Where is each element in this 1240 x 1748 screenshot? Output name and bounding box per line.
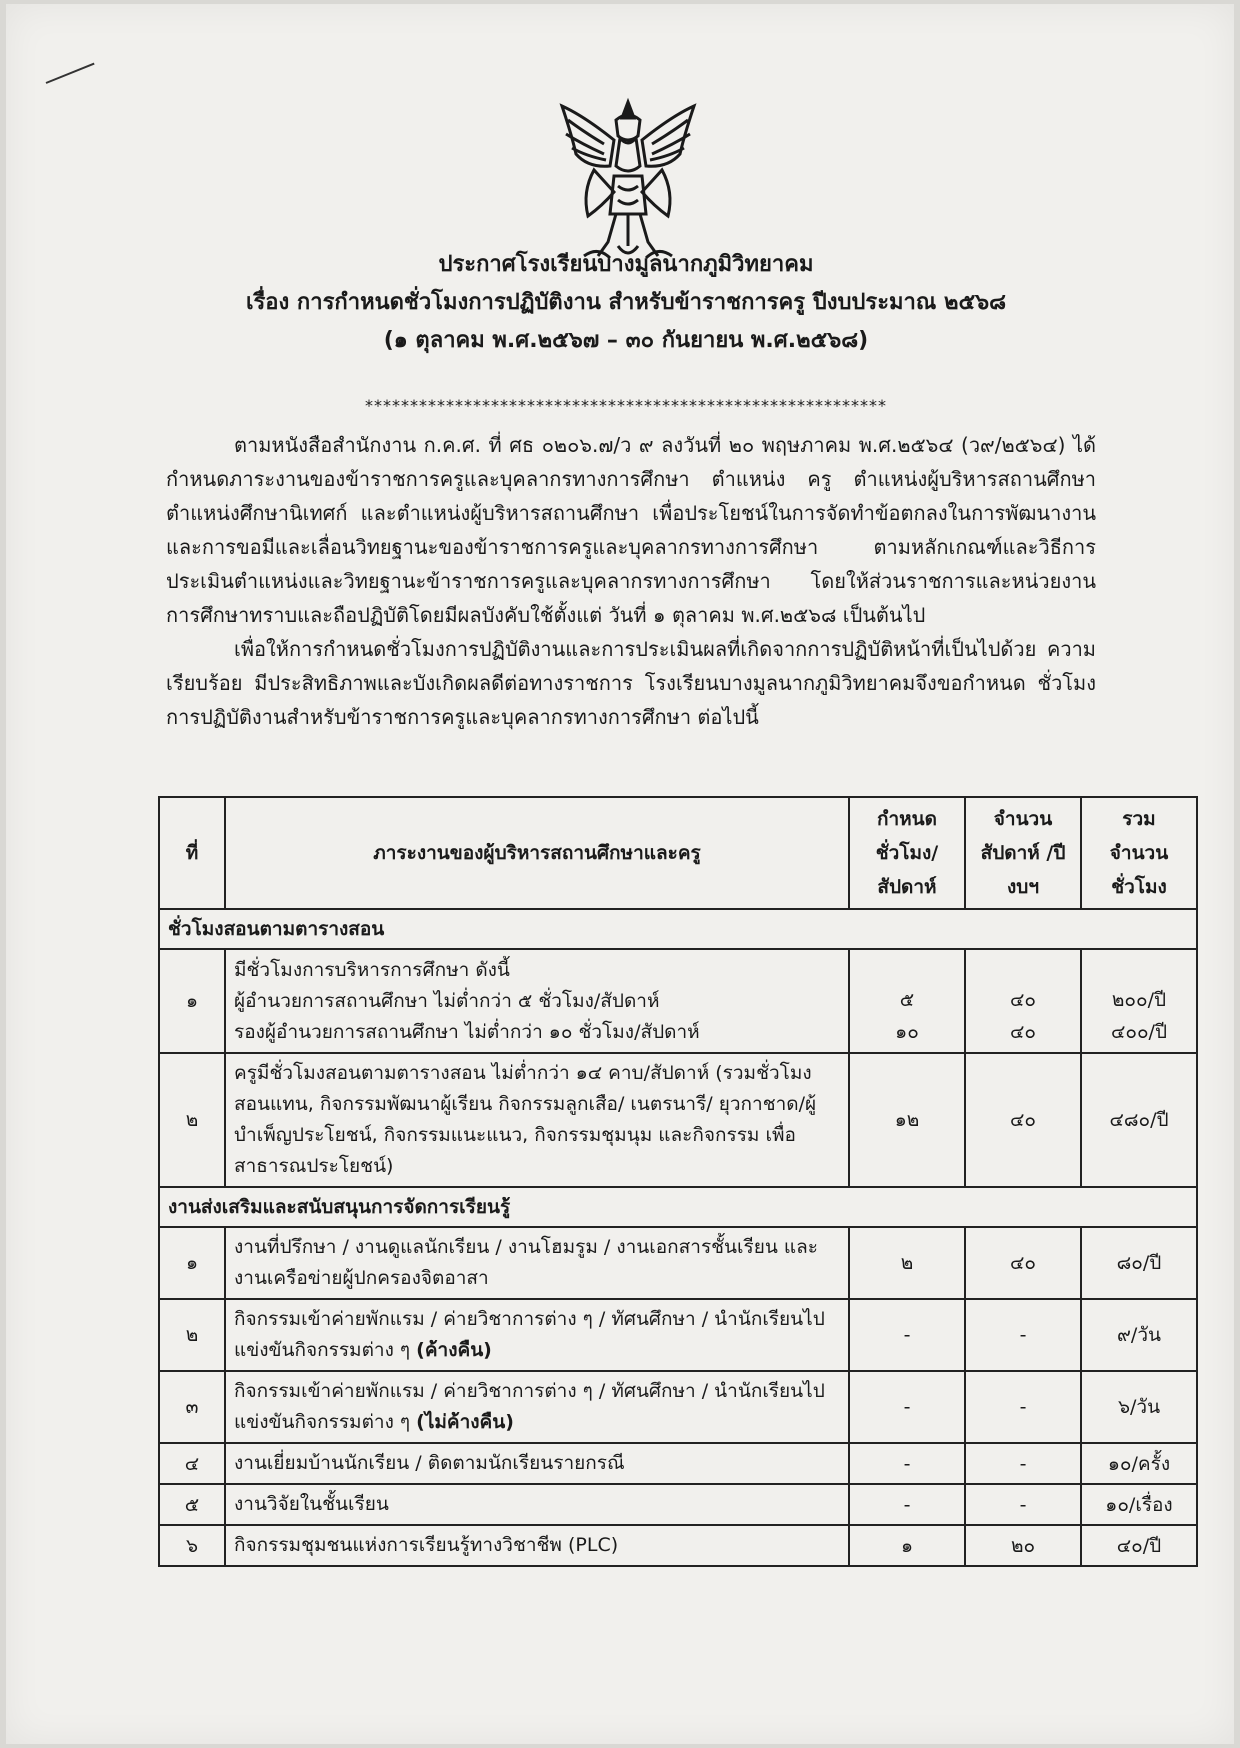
row-number: ๑ <box>159 949 225 1053</box>
row-hours: - <box>849 1484 965 1525</box>
row-weeks: - <box>965 1443 1081 1484</box>
table-row <box>159 1371 1197 1443</box>
hours-value: ๕ <box>899 989 915 1011</box>
row-weeks: - <box>965 1484 1081 1525</box>
row-hours: - <box>849 1299 965 1371</box>
row-number: ๓ <box>159 1371 225 1443</box>
row-total: ๘๐/ปี <box>1081 1227 1197 1299</box>
row-weeks: ๔๐ <box>965 1227 1081 1299</box>
row-weeks <box>965 949 1081 1053</box>
announcement-subject: เรื่อง การกำหนดชั่วโมงการปฏิบัติงาน สำหรับข้าราชการครู ปีงบประมาณ ๒๕๖๘ <box>245 290 1007 315</box>
col-weeks-header: จำนวน สัปดาห์ /ปีงบฯ <box>965 797 1081 909</box>
col-hours-header: กำหนด ชั่วโมง/ สัปดาห์ <box>849 797 965 909</box>
duty-note: (ค้างคืน) <box>416 1339 492 1361</box>
duty-line: รองผู้อำนวยการสถานศึกษา ไม่ต่ำกว่า ๑๐ ชั่วโมง/สัปดาห์ <box>234 1020 700 1043</box>
row-weeks: ๔๐ <box>965 1053 1081 1187</box>
duty-line: ผู้อำนวยการสถานศึกษา ไม่ต่ำกว่า ๕ ชั่วโมง/สัปดาห์ <box>234 989 660 1012</box>
row-total: ๙/วัน <box>1081 1299 1197 1371</box>
table-row <box>159 1227 1197 1299</box>
col-total-header: รวม จำนวน ชั่วโมง <box>1081 797 1197 909</box>
row-number: ๒ <box>159 1299 225 1371</box>
row-hours: - <box>849 1443 965 1484</box>
garuda-emblem-icon <box>554 96 702 268</box>
separator-line: ********************************************************** <box>365 396 887 415</box>
paragraph-reference: ตามหนังสือสำนักงาน ก.ค.ศ. ที่ ศธ ๐๒๐๖.๗/ว ๙ ลงวันที่ ๒๐ พฤษภาคม พ.ศ.๒๕๖๔ (ว๙/๒๕๖๔) ได้กำหนดภาระงานของข้าราชการครูและบุคลากรทางการศึกษา ตำแหน่ง ครู ตำแหน่งผู้บริหารสถานศึกษา ตำแหน่งศึกษานิเทศก์ และตำแหน่งผู้บริหารสถานศึกษา เพื่อประโยชน์ในการจัดทำข้อตกลงในการพัฒนางาน และการขอมีและเลื่อนวิทยฐานะของข้าราชการครูและบุคลากรทางการศึกษา ตามหลักเกณฑ์และวิธีการ ประเมินตำแหน่งและวิทยฐานะข้าราชการครูและบุคลากรทางการศึกษา โดยให้ส่วนราชการและหน่วยงาน การศึกษาทราบและถือปฏิบัติโดยมีผลบังคับใช้ตั้งแต่ วันที่ ๑ ตุลาคม พ.ศ.๒๕๖๘ เป็นต้นไป <box>166 433 1097 627</box>
table-row <box>159 1443 1197 1484</box>
col-no-header: ที่ <box>159 797 225 909</box>
section-title: ชั่วโมงสอนตามตารางสอน <box>159 909 1197 949</box>
paragraph-purpose: เพื่อให้การกำหนดชั่วโมงการปฏิบัติงานและการประเมินผลที่เกิดจากการปฏิบัติหน้าที่เป็นไปด้วย ความเรียบร้อย มีประสิทธิภาพและบังเกิดผลดีต่อทางราชการ โรงเรียนบางมูลนากภูมิวิทยาคมจึงขอกำหนด ชั่วโมงการปฏิบัติงานสำหรับข้าราชการครูและบุคลากรทางการศึกษา ต่อไปนี้ <box>166 637 1096 729</box>
row-number: ๕ <box>159 1484 225 1525</box>
table-row <box>159 1053 1197 1187</box>
row-total: ๑๐/เรื่อง <box>1081 1484 1197 1525</box>
row-weeks: - <box>965 1371 1081 1443</box>
workload-table <box>158 796 1198 1567</box>
row-hours: ๑ <box>849 1525 965 1566</box>
document-page <box>6 4 1234 1744</box>
row-number: ๖ <box>159 1525 225 1566</box>
row-duty: ครูมีชั่วโมงสอนตามตารางสอน ไม่ต่ำกว่า ๑๔ คาบ/สัปดาห์ (รวมชั่วโมงสอนแทน, กิจกรรมพัฒนาผู้เรียน กิจกรรมลูกเสือ/ เนตรนารี/ ยุวกาชาด/ผู้บำเพ็ญประโยชน์, กิจกรรมแนะแนว, กิจกรรมชุมนุม และกิจกรรม เพื่อสาธารณประโยชน์) <box>225 1053 849 1187</box>
row-duty: งานที่ปรึกษา / งานดูแลนักเรียน / งานโฮมรูม / งานเอกสารชั้นเรียน และ งานเครือข่ายผู้ปกครองจิตอาสา <box>225 1227 849 1299</box>
row-total: ๖/วัน <box>1081 1371 1197 1443</box>
announcement-period: (๑ ตุลาคม พ.ศ.๒๕๖๗ – ๓๐ กันยายน พ.ศ.๒๕๖๘) <box>383 328 869 353</box>
table-header-row <box>159 797 1197 909</box>
row-number: ๒ <box>159 1053 225 1187</box>
announcement-title: ประกาศโรงเรียนบางมูลนากภูมิวิทยาคม <box>438 252 814 277</box>
row-weeks: ๒๐ <box>965 1525 1081 1566</box>
row-duty: กิจกรรมชุมชนแห่งการเรียนรู้ทางวิชาชีพ (PLC) <box>225 1525 849 1566</box>
row-total: ๔๐/ปี <box>1081 1525 1197 1566</box>
col-duty-header: ภาระงานของผู้บริหารสถานศึกษาและครู <box>225 797 849 909</box>
table-row <box>159 1525 1197 1566</box>
row-total: ๑๐/ครั้ง <box>1081 1443 1197 1484</box>
duty-note: (ไม่ค้างคืน) <box>416 1411 514 1433</box>
row-duty <box>225 949 849 1053</box>
row-hours <box>849 949 965 1053</box>
row-total <box>1081 949 1197 1053</box>
row-total: ๔๘๐/ปี <box>1081 1053 1197 1187</box>
weeks-value: ๔๐ <box>1010 1021 1036 1043</box>
weeks-value: ๔๐ <box>1010 989 1036 1011</box>
total-value: ๔๐๐/ปี <box>1110 1021 1168 1043</box>
row-number: ๑ <box>159 1227 225 1299</box>
table-row <box>159 1484 1197 1525</box>
body-section <box>166 428 1096 734</box>
row-hours: ๑๒ <box>849 1053 965 1187</box>
row-duty: งานเยี่ยมบ้านนักเรียน / ติดตามนักเรียนรายกรณี <box>225 1443 849 1484</box>
section-title: งานส่งเสริมและสนับสนุนการจัดการเรียนรู้ <box>159 1187 1197 1227</box>
total-value: ๒๐๐/ปี <box>1111 989 1167 1011</box>
row-hours: ๒ <box>849 1227 965 1299</box>
section-row-teaching <box>159 909 1197 949</box>
row-weeks: - <box>965 1299 1081 1371</box>
duty-text: กิจกรรมเข้าค่ายพักแรม / ค่ายวิชาการต่าง ๆ / ทัศนศึกษา / นำนักเรียนไป แข่งขันกิจกรรมต่าง ๆ <box>234 1308 825 1361</box>
table-row <box>159 1299 1197 1371</box>
row-number: ๔ <box>159 1443 225 1484</box>
row-hours: - <box>849 1371 965 1443</box>
table-row <box>159 949 1197 1053</box>
hours-value: ๑๐ <box>895 1021 919 1043</box>
duty-text: กิจกรรมเข้าค่ายพักแรม / ค่ายวิชาการต่าง ๆ / ทัศนศึกษา / นำนักเรียนไป แข่งขันกิจกรรมต่าง ๆ <box>234 1380 825 1433</box>
pen-mark <box>46 63 95 84</box>
row-duty <box>225 1371 849 1443</box>
duty-line: มีชั่วโมงการบริหารการศึกษา ดังนี้ <box>234 958 510 981</box>
row-duty <box>225 1299 849 1371</box>
section-row-support <box>159 1187 1197 1227</box>
row-duty: งานวิจัยในชั้นเรียน <box>225 1484 849 1525</box>
